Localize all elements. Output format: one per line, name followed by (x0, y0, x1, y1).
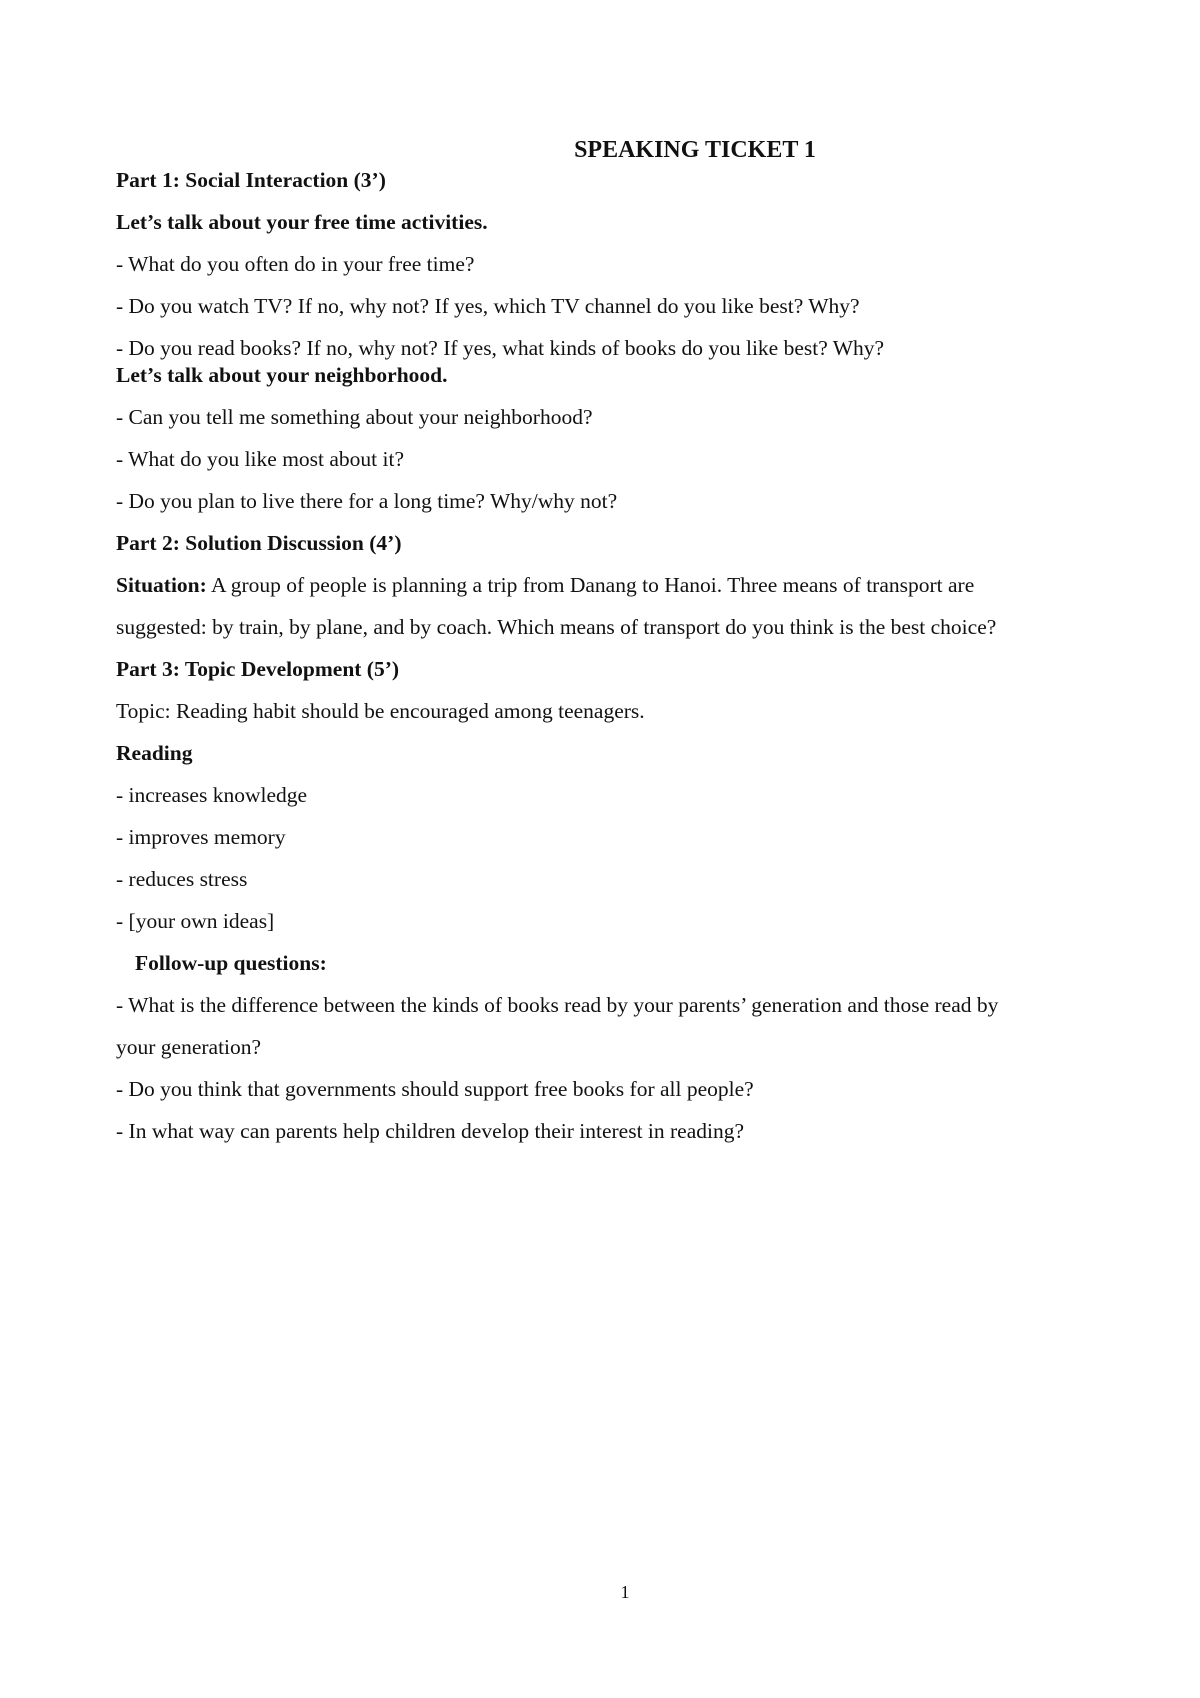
part3-topic: Topic: Reading habit should be encouraged among teenagers. (116, 699, 645, 723)
question-neighborhood-2: - What do you like most about it? (116, 447, 405, 471)
reading-point-3: - reduces stress (116, 867, 248, 891)
part3-subheading: Reading (116, 741, 193, 765)
question-free-time-3: - Do you read books? If no, why not? If yes, what kinds of books do you like best? Why? (116, 336, 885, 360)
situation-line-2: suggested: by train, by plane, and by coach. Which means of transport do you think is the best choice? (116, 615, 997, 639)
topic-prompt-free-time: Let’s talk about your free time activities. (116, 210, 488, 234)
situation-text: A group of people is planning a trip from Danang to Hanoi. Three means of transport are (206, 573, 975, 597)
part2-heading: Part 2: Solution Discussion (4’) (116, 531, 402, 555)
followup-question-1-line-2: your generation? (116, 1035, 262, 1059)
followup-question-3: - In what way can parents help children develop their interest in reading? (116, 1119, 745, 1143)
ticket-title: SPEAKING TICKET 1 (574, 137, 816, 163)
topic-prompt-neighborhood: Let’s talk about your neighborhood. (116, 363, 448, 387)
reading-point-4: - [your own ideas] (116, 909, 275, 933)
question-free-time-2: - Do you watch TV? If no, why not? If yes, which TV channel do you like best? Why? (116, 294, 860, 318)
situation-line-1 (116, 575, 974, 597)
question-free-time-1: - What do you often do in your free time? (116, 252, 475, 276)
reading-point-2: - improves memory (116, 825, 286, 849)
page-number: 1 (620, 1582, 630, 1602)
question-neighborhood-3: - Do you plan to live there for a long time? Why/why not? (116, 489, 618, 513)
followup-heading: Follow-up questions: (135, 951, 327, 975)
part1-heading: Part 1: Social Interaction (3’) (116, 168, 386, 192)
part3-heading: Part 3: Topic Development (5’) (116, 657, 400, 681)
followup-question-1-line-1: - What is the difference between the kinds of books read by your parents’ generation and those read by (116, 993, 999, 1017)
situation-label: Situation: (116, 573, 207, 597)
question-neighborhood-1: - Can you tell me something about your neighborhood? (116, 405, 593, 429)
followup-question-2: - Do you think that governments should support free books for all people? (116, 1077, 754, 1101)
reading-point-1: - increases knowledge (116, 783, 308, 807)
